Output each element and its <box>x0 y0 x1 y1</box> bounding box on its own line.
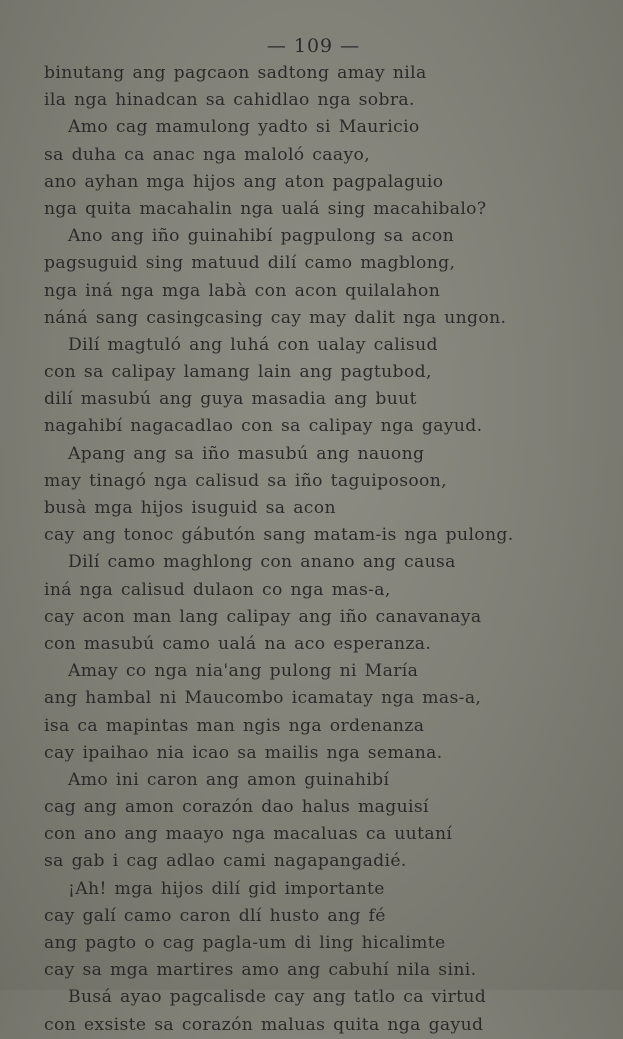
text-line: Ano ang iño guinahibí pagpulong sa acon <box>68 226 455 247</box>
text-line: ano ayhan mga hijos ang aton pagpalaguio <box>44 171 444 192</box>
text-line: ila nga hinadcan sa cahidlao nga sobra. <box>44 90 415 111</box>
text-line: dilí masubú ang guya masadia ang buut <box>44 389 417 410</box>
text-line: busà mga hijos isuguid sa acon <box>44 498 336 518</box>
text-line: con ano ang maayo nga macaluas ca uutaní <box>44 824 453 845</box>
text-line: Apang ang sa iño masubú ang nauong <box>68 443 425 464</box>
text-line: nga quita macahalin nga ualá sing macahibalo? <box>44 198 487 219</box>
text-line: sa gab i cag adlao cami nagapangadié. <box>44 851 407 872</box>
text-line: Amay co nga nia'ang pulong ni María <box>68 661 419 682</box>
text-line: binutang ang pagcaon sadtong amay nila <box>44 63 427 83</box>
text-line: cay acon man lang calipay ang iño canavanaya <box>44 606 482 627</box>
text-line: náná sang casingcasing cay may dalit nga ungon. <box>44 307 507 328</box>
text-line: sa duha ca anac nga maloló caayo, <box>44 144 371 165</box>
text-line: con sa calipay lamang lain ang pagtubod, <box>44 362 432 383</box>
text-line: ang hambal ni Maucombo icamatay nga mas-a, <box>44 688 482 709</box>
text-line: Amo cag mamulong yadto si Mauricio <box>68 117 420 138</box>
text-line: nga iná nga mga labà con acon quilalahon <box>44 280 441 301</box>
poem-text <box>44 60 593 1039</box>
text-line: Dilí magtuló ang luhá con ualay calisud <box>68 334 438 355</box>
text-line: ¡Ah! mga hijos dilí gid importante <box>68 878 385 899</box>
text-line: cay ipaihao nia icao sa mailis nga semana. <box>44 742 443 763</box>
text-line: pagsuguid sing matuud dilí camo magblong, <box>44 253 456 274</box>
text-line: con exsiste sa corazón maluas quita nga gayud <box>44 1014 484 1035</box>
text-line: ang pagto o cag pagla-um di ling hicalimte <box>44 933 446 953</box>
text-line: nagahibí nagacadlao con sa calipay nga gayud. <box>44 416 483 437</box>
text-line: cag ang amon corazón dao halus maguisí <box>44 797 429 818</box>
text-line: isa ca mapintas man ngis nga ordenanza <box>44 715 425 736</box>
text-line: cay sa mga martires amo ang cabuhí nila sini. <box>44 960 477 981</box>
text-line: con masubú camo ualá na aco esperanza. <box>44 633 432 654</box>
text-line: Amo ini caron ang amon guinahibí <box>68 769 390 790</box>
page-number: — 109 — <box>266 35 361 57</box>
text-line: Dilí camo maghlong con anano ang causa <box>68 552 456 573</box>
text-line: cay galí camo caron dlí husto ang fé <box>44 905 386 926</box>
text-line: Busá ayao pagcalisde cay ang tatlo ca virtud <box>68 987 487 1008</box>
text-line: iná nga calisud dulaon co nga mas-a, <box>44 579 391 600</box>
text-line: may tinagó nga calisud sa iño taguiposoon, <box>44 470 447 491</box>
text-line: cay ang tonoc gábutón sang matam-is nga pulong. <box>44 525 514 546</box>
